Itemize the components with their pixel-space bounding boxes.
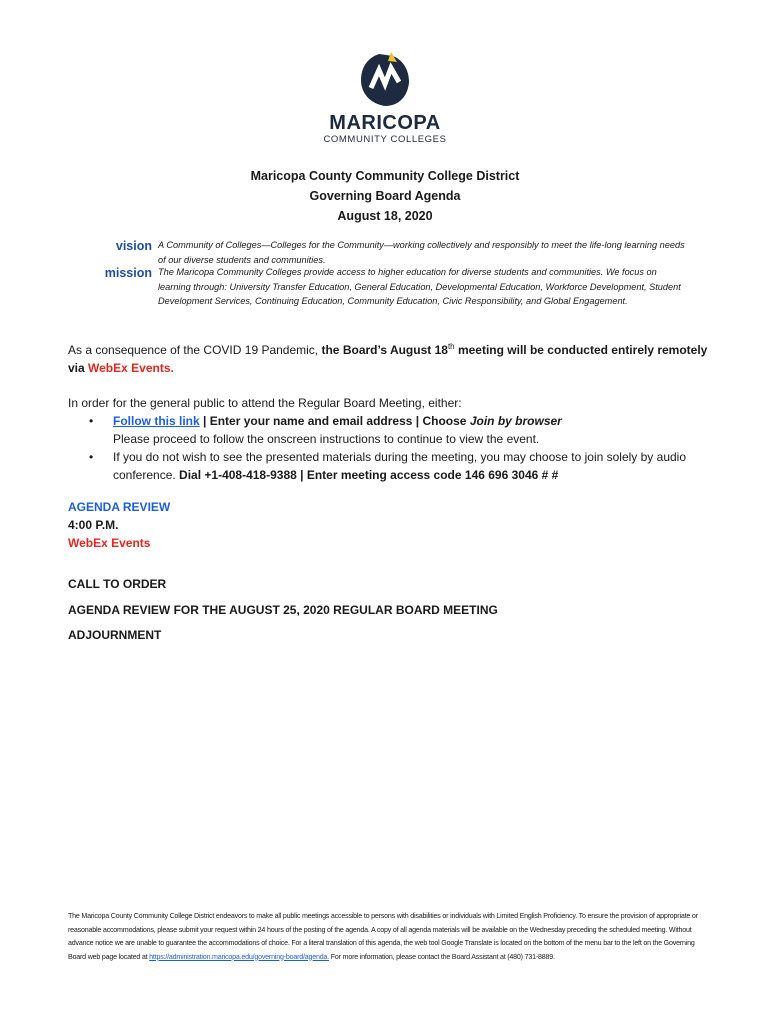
vision-row <box>80 238 690 267</box>
attend-bullet1-line2: Please proceed to follow the onscreen instructions to continue to view the event. <box>113 432 540 446</box>
agenda-item: ADJOURNMENT <box>68 628 162 642</box>
footer-tail: For more information, please contact the Board Assistant at (480) 731-8889. <box>329 952 555 961</box>
attend-intro: In order for the general public to attend the Regular Board Meeting, either: <box>68 396 462 410</box>
agenda-review <box>68 498 170 552</box>
attend-instructions <box>68 394 708 484</box>
mission-row <box>80 265 690 309</box>
attend-bullet1-sep: | Enter your name and email address | Choose <box>199 414 470 428</box>
vision-text: A Community of Colleges—Colleges for the Community—working collectively and responsibly to meet the life-long learning needs of our diverse students and communities. <box>158 240 685 265</box>
maricopa-logo-icon <box>361 52 409 108</box>
agenda-venue: WebEx Events <box>68 536 151 550</box>
dial-in-info: Dial +1-408-418-9388 | Enter meeting access code 146 696 3046 # # <box>179 468 559 482</box>
logo-name: MARICOPA <box>329 112 441 134</box>
district-name: Maricopa County Community College District <box>250 169 520 183</box>
logo-subtitle: COMMUNITY COLLEGES <box>323 134 447 145</box>
notice-sup: th <box>447 342 455 351</box>
notice-intro: As a consequence of the COVID 19 Pandemic, <box>68 343 322 357</box>
agenda-items <box>68 572 498 649</box>
follow-link[interactable]: Follow this link <box>113 414 200 428</box>
notice-webex: WebEx Events. <box>88 361 174 375</box>
agenda-review-title: AGENDA REVIEW <box>68 500 171 514</box>
vision-label: vision <box>115 239 152 253</box>
join-browser-text: Join by browser <box>469 414 562 428</box>
maricopa-logo <box>310 52 460 145</box>
agenda-title: Governing Board Agenda <box>309 189 461 203</box>
vision-mission <box>80 238 690 309</box>
notice-bold-b: meeting will be conducted entirely remotely via <box>68 343 708 375</box>
agenda-item: CALL TO ORDER <box>68 577 167 591</box>
footer-text: The Maricopa County Community College District endeavors to make all public meetings accessible to persons with disabilities or individuals with Limited English Proficiency. To ensure the provision of appropriate or reasonable accommodations, please submit your request within 24 hours of the posting of the agenda. A copy of all agenda materials will be available on the Wednesday preceding the scheduled meeting. Without advance notice we are unable to guarantee the accommodations of choice. For a literal translation of this agenda, the web tool Google Translate is located on the bottom of the menu bar to the left on the Governing Board web page located at <box>68 912 698 961</box>
mission-label: mission <box>104 266 152 281</box>
accessibility-footer <box>68 910 698 964</box>
attend-bullet2-text: If you do not wish to see the presented materials during the meeting, you may choose to join solely by audio conference. <box>113 450 686 482</box>
agenda-header <box>0 166 770 226</box>
attend-bullet-link <box>113 412 708 448</box>
mission-text: The Maricopa Community Colleges provide access to higher education for diverse students and communities. We focus on learning through: University Transfer Education, General Education, Developmental Education, Workforce Development, Student Development Services, Continuing Education, Community Education, Civic Responsibility, and Global Engagement. <box>158 267 681 307</box>
attend-bullet-audio <box>113 448 708 484</box>
attend-list <box>68 412 708 484</box>
agenda-item: AGENDA REVIEW FOR THE AUGUST 25, 2020 REGULAR BOARD MEETING <box>68 602 498 617</box>
notice-bold-a: the Board’s August 18 <box>321 343 448 357</box>
covid-notice <box>68 341 708 377</box>
agenda-time: 4:00 P.M. <box>68 518 119 532</box>
governing-board-link[interactable]: https://administration.maricopa.edu/governing-board/agenda. <box>149 952 330 961</box>
agenda-date: August 18, 2020 <box>337 209 433 223</box>
